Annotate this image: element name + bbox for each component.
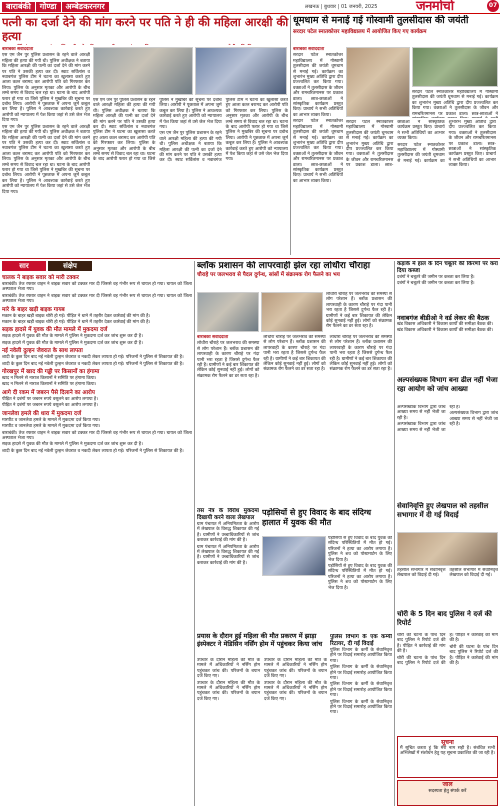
lead-right-body-3: सरदार पटेल स्नातकोत्तर महाविद्यालय में गोस्वामी तुलसीदास की जयंती धूमधाम से मनाई गई। कार्यक्रम का शुभारंभ मुख्य अतिथि द्वारा दीप प्रज्ज्वलित कर किया गया। वक्ताओं ने तुलसीदास के जीवन और रामचरितमानस पर प्रकाश डाला। छात्र-छात्राओं ने सांस्कृतिक कार्यक्रम प्रस्तुत किए। प्राचार्य ने सभी अतिथियों का आभार व्यक्त किया।	[397, 120, 496, 169]
ad-body: सदस्यता हेतु संपर्क करें	[428, 789, 467, 794]
brief-title: मारे के बाहर खड़ी बाइक गायब	[2, 306, 65, 313]
brief-body: पीड़ित ने दबंगों पर जबरन रुपये वसूलने का आरोप लगाया है।	[2, 403, 98, 409]
section-label-saar: सार	[2, 261, 46, 271]
brief-body: मकान के बाहर खड़ी बाइक चोरी हो गई। पीड़ित ने थाने में तहरीर देकर कार्रवाई की मांग की है।	[2, 313, 151, 319]
brief-body: पीड़ित ने दबंगों पर जबरन रुपये वसूलने का आरोप लगाया है।	[2, 396, 98, 402]
lead-right-photo	[346, 47, 410, 117]
lead-right-subhead: सरदार पटेल स्नातकोत्तर महाविद्यालय में आयोजित किए गए कार्यक्रम	[293, 29, 427, 35]
story-body: खंड विकास अधिकारी ने विकास कार्यों की समीक्षा बैठक की।	[397, 322, 494, 327]
story-headline: पड़ोसियों से हुए विवाद के बाद संदिग्ध हालात में युवक की मौत	[262, 508, 372, 527]
brief-body: शादी के कुछ दिन बाद नई नवेली दुल्हन जेवरात व नकदी लेकर लापता हो गई। परिजनों ने पुलिस से शिकायत की है।	[2, 448, 184, 454]
brief-body: शादी के कुछ दिन बाद नई नवेली दुल्हन जेवरात व नकदी लेकर लापता हो गई। परिजनों ने पुलिस से शिकायत की है।	[2, 355, 184, 361]
notice-box	[397, 736, 498, 778]
story-padosi-body	[328, 536, 392, 631]
city-tab-gonda[interactable]: गोण्डा	[36, 2, 62, 12]
story-body: ग्राम पंचायत में अनियमितता के आरोप में लेखपाल के विरुद्ध शिकायत की गई है। ग्रामीणों ने उच्चाधिकारियों से जांच कराकर कार्रवाई की मांग की है।	[197, 544, 259, 566]
column-rule	[194, 261, 195, 806]
story-body: चोरी की घटना के पांच दिन बाद पुलिस ने रिपोर्ट दर्ज की है। पीड़ित ने कार्रवाई की मांग की है।	[449, 644, 498, 667]
lead-right-body-2: सरदार पटेल स्नातकोत्तर महाविद्यालय में गोस्वामी तुलसीदास की जयंती धूमधाम से मनाई गई। कार्यक्रम का शुभारंभ मुख्य अतिथि द्वारा दीप प्रज्ज्वलित कर किया गया। वक्ताओं ने तुलसीदास के जीवन और रामचरितमानस पर प्रकाश डाला। छात्र-छात्राओं ने सांस्कृतिक कार्यक्रम प्रस्तुत किए। प्राचार्य ने सभी अतिथियों का आभार व्यक्त किया।	[346, 120, 445, 169]
lead-left-body-3: एस एम जैन पुर पुलिस प्रशासन के रहने वाले आरक्षी महिला की हत्या की गयी थी। पुलिस अधीक्षक ने बताया कि महिला आरक्षी की पत्नी का दर्जा देने की मांग करने पर पति ने उसकी हत्या कर दी। स्वाट सर्विलांस व नवाबगंज पुलिस टीम ने घटना का खुलासा करते हुए आला कत्ल बरामद कर आरोपी पति को गिरफ्तार कर लिया। पुलिस के अनुसार मृतका और आरोपी के बीच लम्बे समय से विवाद चल रहा था। घटना के बाद आरोपी फरार हो गया था जिसे पुलिस ने मुखबिर की सूचना पर दबोच लिया। आरोपी ने पूछताछ में अपना जुर्म कबूल कर लिया है। पुलिस ने आवश्यक कार्रवाई करते हुए आरोपी को न्यायालय में पेश किया जहां से उसे जेल भेज दिया गया।	[159, 98, 288, 164]
page-number: 07	[487, 0, 499, 12]
lead-left-body: एस एम जैन पुर पुलिस प्रशासन के रहने वाले आरक्षी महिला की हत्या की गयी थी। पुलिस अधीक्षक ने बताया कि महिला आरक्षी की पत्नी का दर्जा देने की मांग करने पर पति ने उसकी हत्या कर दी। स्वाट सर्विलांस व नवाबगंज पुलिस टीम ने घटना का खुलासा करते हुए आला कत्ल बरामद कर आरोपी पति को गिरफ्तार कर लिया। पुलिस के अनुसार मृतका और आरोपी के बीच लम्बे समय से विवाद चल रहा था। घटना के बाद आरोपी फरार हो गया था जिसे पुलिस ने मुखबिर की सूचना पर दबोच लिया। आरोपी ने पूछताछ में अपना जुर्म कबूल कर लिया है। पुलिस ने आवश्यक कार्रवाई करते हुए आरोपी को न्यायालय में पेश किया जहां से उसे जेल भेज दिया गया।	[2, 53, 90, 124]
story-chori-body	[397, 633, 498, 733]
section-divider	[0, 258, 500, 259]
story-body: चोरी की घटना के पांच दिन बाद पुलिस ने रिपोर्ट दर्ज की है। पीड़ित ने कार्रवाई की मांग की है।	[397, 633, 498, 667]
story-nursing-heading	[197, 632, 327, 656]
column-rule	[394, 261, 395, 806]
lead-right-body: सरदार पटेल स्नातकोत्तर महाविद्यालय में गोस्वामी तुलसीदास की जयंती धूमधाम से मनाई गई। कार्यक्रम का शुभारंभ मुख्य अतिथि द्वारा दीप प्रज्ज्वलित कर किया गया। वक्ताओं ने तुलसीदास के जीवन और रामचरितमानस पर प्रकाश डाला। छात्र-छात्राओं ने सांस्कृतिक कार्यक्रम प्रस्तुत किए। प्राचार्य ने सभी अतिथियों का आभार व्यक्त किया।	[293, 53, 343, 118]
story-kabza	[397, 261, 498, 313]
brief-body: सड़क हादसे में युवक की मौत के मामले में पुलिस ने मुकदमा दर्ज कर जांच शुरू कर दी है।	[2, 442, 143, 448]
story-body: अल्पसंख्यक विभाग द्वारा जांच आख्या समय से नहीं भेजी जा रही है।	[449, 411, 498, 428]
brief-body: मारपीट व जानलेवा हमले के मामले में मुकदमा दर्ज किया गया।	[2, 417, 101, 423]
column-rule	[290, 15, 291, 255]
story-headline: सेवानिवृत्ति हुए लेखपाल को तहसील सभागार में दी गई विदाई	[397, 502, 489, 519]
story-body: दबंगों ने चबूतरे की जमीन पर कब्जा कर लिया है।	[397, 281, 475, 287]
lead-right-body-b: सरदार पटेल स्नातकोत्तर महाविद्यालय में गोस्वामी तुलसीदास की जयंती धूमधाम से मनाई गई। कार्यक्रम का शुभारंभ मुख्य अतिथि द्वारा दीप प्रज्ज्वलित कर किया गया। वक्ताओं ने तुलसीदास के जीवन और रामचरितमानस पर प्रकाश डाला। छात्र-छात्राओं ने सांस्कृतिक कार्यक्रम प्रस्तुत किए। प्राचार्य ने सभी अतिथियों का आभार व्यक्त किया।	[293, 119, 343, 184]
story-vidai-heading	[397, 502, 498, 530]
story-body: तहसील सभागार में सेवानिवृत्त लेखपाल को विदाई दी गई।	[397, 568, 446, 579]
story-nursing-body	[197, 658, 327, 806]
brief-body: मारपीट व जानलेवा हमले के मामले में मुकदमा दर्ज किया गया।	[2, 424, 101, 430]
lead-right-headline: धूमधाम से मनाई गई गोस्वामी तुलसीदास की जयंती	[293, 15, 469, 26]
story-body: पुलिस विभाग के कर्मी के सेवानिवृत्त होने पर विदाई समारोह आयोजित किया गया।	[330, 665, 392, 682]
brief-body: सड़क हादसे में युवक की मौत के मामले में पुलिस ने मुकदमा दर्ज कर जांच शुरू कर दी है।	[2, 334, 143, 340]
center-story-body: लोधौरा चौराहे पर जलभराव की समस्या से लोग परेशान हैं। ब्लॉक प्रशासन की लापरवाही के कारण चौराहे पर गंदा पानी भरा रहता है जिससे दुर्गन्ध फैल रही है। ग्रामीणों ने कई बार शिकायत की लेकिन कोई सुनवाई नहीं हुई। लोगों को संक्रामक रोग फैलने का डर सता रहा है।	[326, 292, 392, 330]
story-body: उपचार के दौरान महिला की मौत के मामले में अधिकारियों ने नर्सिंग होम पहुंचकर जांच की। परिजनों के बयान दर्ज किए गए।	[264, 680, 327, 702]
center-story-body-cols	[197, 335, 392, 505]
center-story-side	[326, 292, 392, 332]
story-body: पड़ोसियों से हुए विवाद के बाद युवक की संदिग्ध परिस्थितियों में मौत हो गई। परिजनों ने हत्या का आरोप लगाया है। पुलिस ने शव को पोस्टमार्टम के लिए भेज दिया है।	[328, 564, 392, 591]
section-label-sankshep: संक्षेप	[48, 261, 92, 271]
brief-body: सड़क हादसे में युवक की मौत के मामले में पुलिस ने मुकदमा दर्ज कर जांच शुरू कर दी है।	[2, 340, 143, 346]
brief-title: चालक ने बाइक सवार को मारी टक्कर	[2, 275, 79, 281]
story-body: पुलिस विभाग के कर्मी के सेवानिवृत्त होने पर विदाई समारोह आयोजित किया गया।	[330, 682, 392, 699]
lead-left-body-2: एस एम जैन पुर पुलिस प्रशासन के रहने वाले आरक्षी महिला की हत्या की गयी थी। पुलिस अधीक्षक ने बताया कि महिला आरक्षी की पत्नी का दर्जा देने की मांग करने पर पति ने उसकी हत्या कर दी। स्वाट सर्विलांस व नवाबगंज पुलिस टीम ने घटना का खुलासा करते हुए आला कत्ल बरामद कर आरोपी पति को गिरफ्तार कर लिया। पुलिस के अनुसार मृतका और आरोपी के बीच लम्बे समय से विवाद चल रहा था। घटना के बाद आरोपी फरार हो गया था जिसे पुलिस ने मुखबिर की सूचना पर दबोच लिया। आरोपी ने पूछताछ में अपना जुर्म कबूल कर लिया है। पुलिस ने आवश्यक कार्रवाई करते हुए आरोपी को न्यायालय में पेश किया जहां से उसे जेल भेज दिया गया।	[93, 98, 222, 163]
story-headline: तस नेत्र के विरोध मुकदमा दिखायी करने वाला लेखपाल	[197, 508, 259, 521]
lead-right-photo-2	[412, 47, 498, 87]
lead-right-dateline: बाराबंकी संवाददाता	[293, 47, 325, 52]
story-headline: कड़ाके में हाल के दिन चबूतरे की किरणों पर करा दिया कब्जा	[397, 261, 498, 274]
story-bdo	[397, 314, 498, 374]
story-body: पुलिस विभाग के कर्मी के सेवानिवृत्त होने पर विदाई समारोह आयोजित किया गया।	[330, 648, 392, 664]
story-retire	[330, 634, 392, 806]
center-story-body: लोधौरा चौराहे पर जलभराव की समस्या से लोग परेशान हैं। ब्लॉक प्रशासन की लापरवाही के कारण चौराहे पर गंदा पानी भरा रहता है जिससे दुर्गन्ध फैल रही है। ग्रामीणों ने कई बार शिकायत की लेकिन कोई सुनवाई नहीं हुई। लोगों को संक्रामक रोग फैलने का डर सता रहा है।	[263, 335, 326, 373]
lead-right-body-4: सरदार पटेल स्नातकोत्तर महाविद्यालय में गोस्वामी तुलसीदास की जयंती धूमधाम से मनाई गई। कार्यक्रम का शुभारंभ मुख्य अतिथि द्वारा दीप प्रज्ज्वलित कर किया गया। वक्ताओं ने तुलसीदास के जीवन और रामचरितमानस पर प्रकाश डाला। छात्र-छात्राओं ने	[412, 90, 498, 117]
lead-right-col1	[293, 47, 343, 255]
ad-box[interactable]	[397, 780, 498, 806]
story-alpsankhyak-heading	[397, 376, 498, 404]
lead-left-photo-2	[195, 47, 287, 95]
city-tab-barabanki[interactable]: बाराबंकी	[2, 2, 36, 12]
story-padosi-photo	[262, 536, 326, 576]
brief-title: गोरखपुर में खाद की गड्ढी पर किसानों का हंगामा	[2, 369, 100, 376]
notice-body: मैं सूचित करता हूं कि मेरा नाम सही है। संबंधित सभी अभिलेखों में संशोधन हेतु यह सूचना प्रकाशित की जा रही है।	[400, 746, 495, 757]
story-body: खंड विकास अधिकारी ने विकास कार्यों की समीक्षा बैठक की।	[397, 328, 494, 334]
story-body: दबंगों ने चबूतरे की जमीन पर कब्जा कर लिया है।	[397, 275, 475, 280]
brief-body: शादी के कुछ दिन बाद नई नवेली दुल्हन जेवरात व नकदी लेकर लापता हो गई। परिजनों ने पुलिस से शिकायत की है।	[2, 361, 184, 367]
city-tab-ambedkarnagar[interactable]: अम्बेडकरनगर	[62, 2, 110, 12]
center-story-body: लोधौरा चौराहे पर जलभराव की समस्या से लोग परेशान हैं। ब्लॉक प्रशासन की लापरवाही के कारण चौराहे पर गंदा पानी भरा रहता है जिससे दुर्गन्ध फैल रही है। ग्रामीणों ने कई बार शिकायत की लेकिन कोई सुनवाई नहीं हुई। लोगों को संक्रामक रोग फैलने का डर सता रहा है।	[329, 335, 392, 373]
center-story-body: लोधौरा चौराहे पर जलभराव की समस्या से लोग परेशान हैं। ब्लॉक प्रशासन की लापरवाही के कारण चौराहे पर गंदा पानी भरा रहता है जिससे दुर्गन्ध फैल रही है। ग्रामीणों ने कई बार शिकायत की लेकिन कोई सुनवाई नहीं हुई। लोगों को संक्रामक रोग फैलने का डर सता रहा है।	[197, 341, 260, 379]
brief-body: बाराबंकी। तेज रफ्तार वाहन ने बाइक सवार को टक्कर मार दी जिससे वह गंभीर रूप से घायल हो गया। घायल को जिला अस्पताल भेजा गया।	[2, 282, 192, 293]
lead-left-photo	[93, 47, 193, 95]
center-story-subhead: चौराहे पर जलभराव से पैदल दुर्गन्ध, सांसों में संक्रामक रोग फैलने का भय	[197, 272, 340, 278]
brief-body: मकान के बाहर खड़ी बाइक चोरी हो गई। पीड़ित ने थाने में तहरीर देकर कार्रवाई की मांग की है।	[2, 320, 151, 326]
story-body: चोरी की घटना के पांच दिन बाद पुलिस ने रिपोर्ट दर्ज की है। पीड़ित ने कार्रवाई की मांग की है।	[397, 633, 446, 655]
story-body: उपचार के दौरान महिला की मौत के मामले में अधिकारियों ने नर्सिंग होम पहुंचकर जांच की। परिजनों के बयान दर्ज किए गए।	[264, 658, 327, 680]
story-body: तहसील सभागार में सेवानिवृत्त लेखपाल को विदाई दी गई।	[449, 568, 498, 579]
center-story-photo	[197, 292, 259, 332]
brief-title: आगे दी रकम में जबरन पैसे दिलाने का आरोप	[2, 389, 95, 396]
center-story-heading	[197, 261, 392, 291]
brief-body: बाराबंकी। तेज रफ्तार वाहन ने बाइक सवार को टक्कर मार दी जिससे वह गंभीर रूप से घायल हो गया। घायल को जिला अस्पताल भेजा गया।	[2, 293, 192, 305]
story-padosi-heading	[262, 508, 392, 534]
lead-right-cols	[346, 120, 496, 255]
story-headline: नवाबगंज बीडीओ ने वर्ड लेकर की बैठक	[397, 314, 490, 322]
ad-title: जाल	[442, 781, 453, 788]
brief-title: जानलेवा हमले की धारा में मुकदमा दर्ज	[2, 410, 82, 417]
story-vidai-body	[397, 568, 498, 608]
story-alpsankhyak-body	[397, 405, 498, 500]
lead-left-body-cont: एस एम जैन पुर पुलिस प्रशासन के रहने वाले आरक्षी महिला की हत्या की गयी थी। पुलिस अधीक्षक ने बताया कि महिला आरक्षी की पत्नी का दर्जा देने की मांग करने पर पति ने उसकी हत्या कर दी। स्वाट सर्विलांस व नवाबगंज पुलिस टीम ने घटना का खुलासा करते हुए आला कत्ल बरामद कर आरोपी पति को गिरफ्तार कर लिया। पुलिस के अनुसार मृतका और आरोपी के बीच लम्बे समय से विवाद चल रहा था। घटना के बाद आरोपी फरार हो गया था जिसे पुलिस ने मुखबिर की सूचना पर दबोच लिया। आरोपी ने पूछताछ में अपना जुर्म कबूल कर लिया है। पुलिस ने आवश्यक कार्रवाई करते हुए आरोपी को न्यायालय में पेश किया जहां से उसे जेल भेज दिया गया।	[2, 124, 90, 195]
lead-left-dateline: बाराबंकी संवाददाता	[2, 47, 34, 52]
lead-left-col1	[2, 47, 90, 272]
story-headline: पुलिस विभाग के एक कम्यी रिटायर, दी गई विदाई	[330, 634, 392, 647]
story-headline: चोरी के 5 दिन बाद पुलिस ने दर्ज की रिपोर्ट	[397, 610, 492, 627]
story-body: पुलिस विभाग के कर्मी के सेवानिवृत्त होने पर विदाई समारोह आयोजित किया गया।	[330, 699, 392, 716]
masthead	[0, 0, 500, 14]
story-body: पड़ोसियों से हुए विवाद के बाद युवक की संदिग्ध परिस्थितियों में मौत हो गई। परिजनों ने हत्या का आरोप लगाया है। पुलिस ने शव को पोस्टमार्टम के लिए भेज दिया है।	[328, 536, 392, 563]
newspaper-logo: जनमोर्चा	[416, 0, 454, 14]
story-body: अल्पसंख्यक विभाग द्वारा जांच आख्या समय से नहीं भेजी जा रही है।	[397, 405, 461, 433]
city-tabs	[2, 2, 110, 12]
center-story-photo-2	[261, 292, 323, 332]
briefs-column	[2, 273, 192, 803]
lead-left-heading	[2, 15, 290, 45]
story-lekhpal	[197, 508, 259, 628]
dateline: लखनऊ | बुधवार | 01 जनवरी, 2025	[305, 4, 378, 10]
story-body: उपचार के दौरान महिला की मौत के मामले में अधिकारियों ने नर्सिंग होम पहुंचकर जांच की। परिजनों के बयान दर्ज किए गए।	[197, 658, 260, 680]
center-story-headline: ब्लॉक प्रशासन की लापरवाही झेल रहा लोधौरा चौराहा	[197, 261, 371, 271]
center-story-dateline: बाराबंकी संवाददाता	[197, 335, 229, 340]
brief-body: खाद न मिलने से नाराज किसानों ने समिति पर हंगामा किया।	[2, 382, 97, 388]
story-headline: प्रयास के दौरान हुई महिला की मौत प्रकरण में झाड़ा इंस्पेक्टर ने मेडिसिन नर्सिंग होम में पहुंचकर किया जांच	[197, 632, 323, 648]
story-body: ग्राम पंचायत में अनियमितता के आरोप में लेखपाल के विरुद्ध शिकायत की गई है। ग्रामीणों ने उच्चाधिकारियों से जांच कराकर कार्रवाई की मांग की है।	[197, 522, 259, 544]
story-vidai-photo	[397, 532, 498, 566]
brief-body: बाराबंकी। तेज रफ्तार वाहन ने बाइक सवार को टक्कर मार दी जिससे वह गंभीर रूप से घायल हो गया। घायल को जिला अस्पताल भेजा गया।	[2, 430, 192, 441]
lead-left-cols	[93, 98, 288, 258]
story-headline: अल्पसंख्यक विभाग बना ढील नहीं भेजा रहा आयोग को जांच आख्या	[397, 376, 498, 393]
story-body: अल्पसंख्यक विभाग द्वारा जांच आख्या समय से नहीं भेजी जा रही है।	[397, 405, 446, 421]
brief-title: नई नवेली दुल्हन जेवरात के साथ लापता	[2, 348, 83, 355]
lead-right-heading	[293, 15, 498, 45]
lead-left-headline: पत्नी का दर्जा देने की मांग करने पर पति ने ही की महिला आरक्षी की हत्या	[2, 15, 289, 43]
lead-right-side	[412, 90, 498, 118]
brief-body: खाद न मिलने से नाराज किसानों ने समिति पर हंगामा किया।	[2, 376, 97, 382]
notice-title: सूचना	[441, 739, 454, 746]
story-chori-heading	[397, 610, 498, 632]
brief-title: सड़क हादसे में युवक की मौत मामले में मुकदमा दर्ज	[2, 327, 108, 334]
story-body: उपचार के दौरान महिला की मौत के मामले में अधिकारियों ने नर्सिंग होम पहुंचकर जांच की। परिजनों के बयान दर्ज किए गए।	[197, 680, 260, 702]
